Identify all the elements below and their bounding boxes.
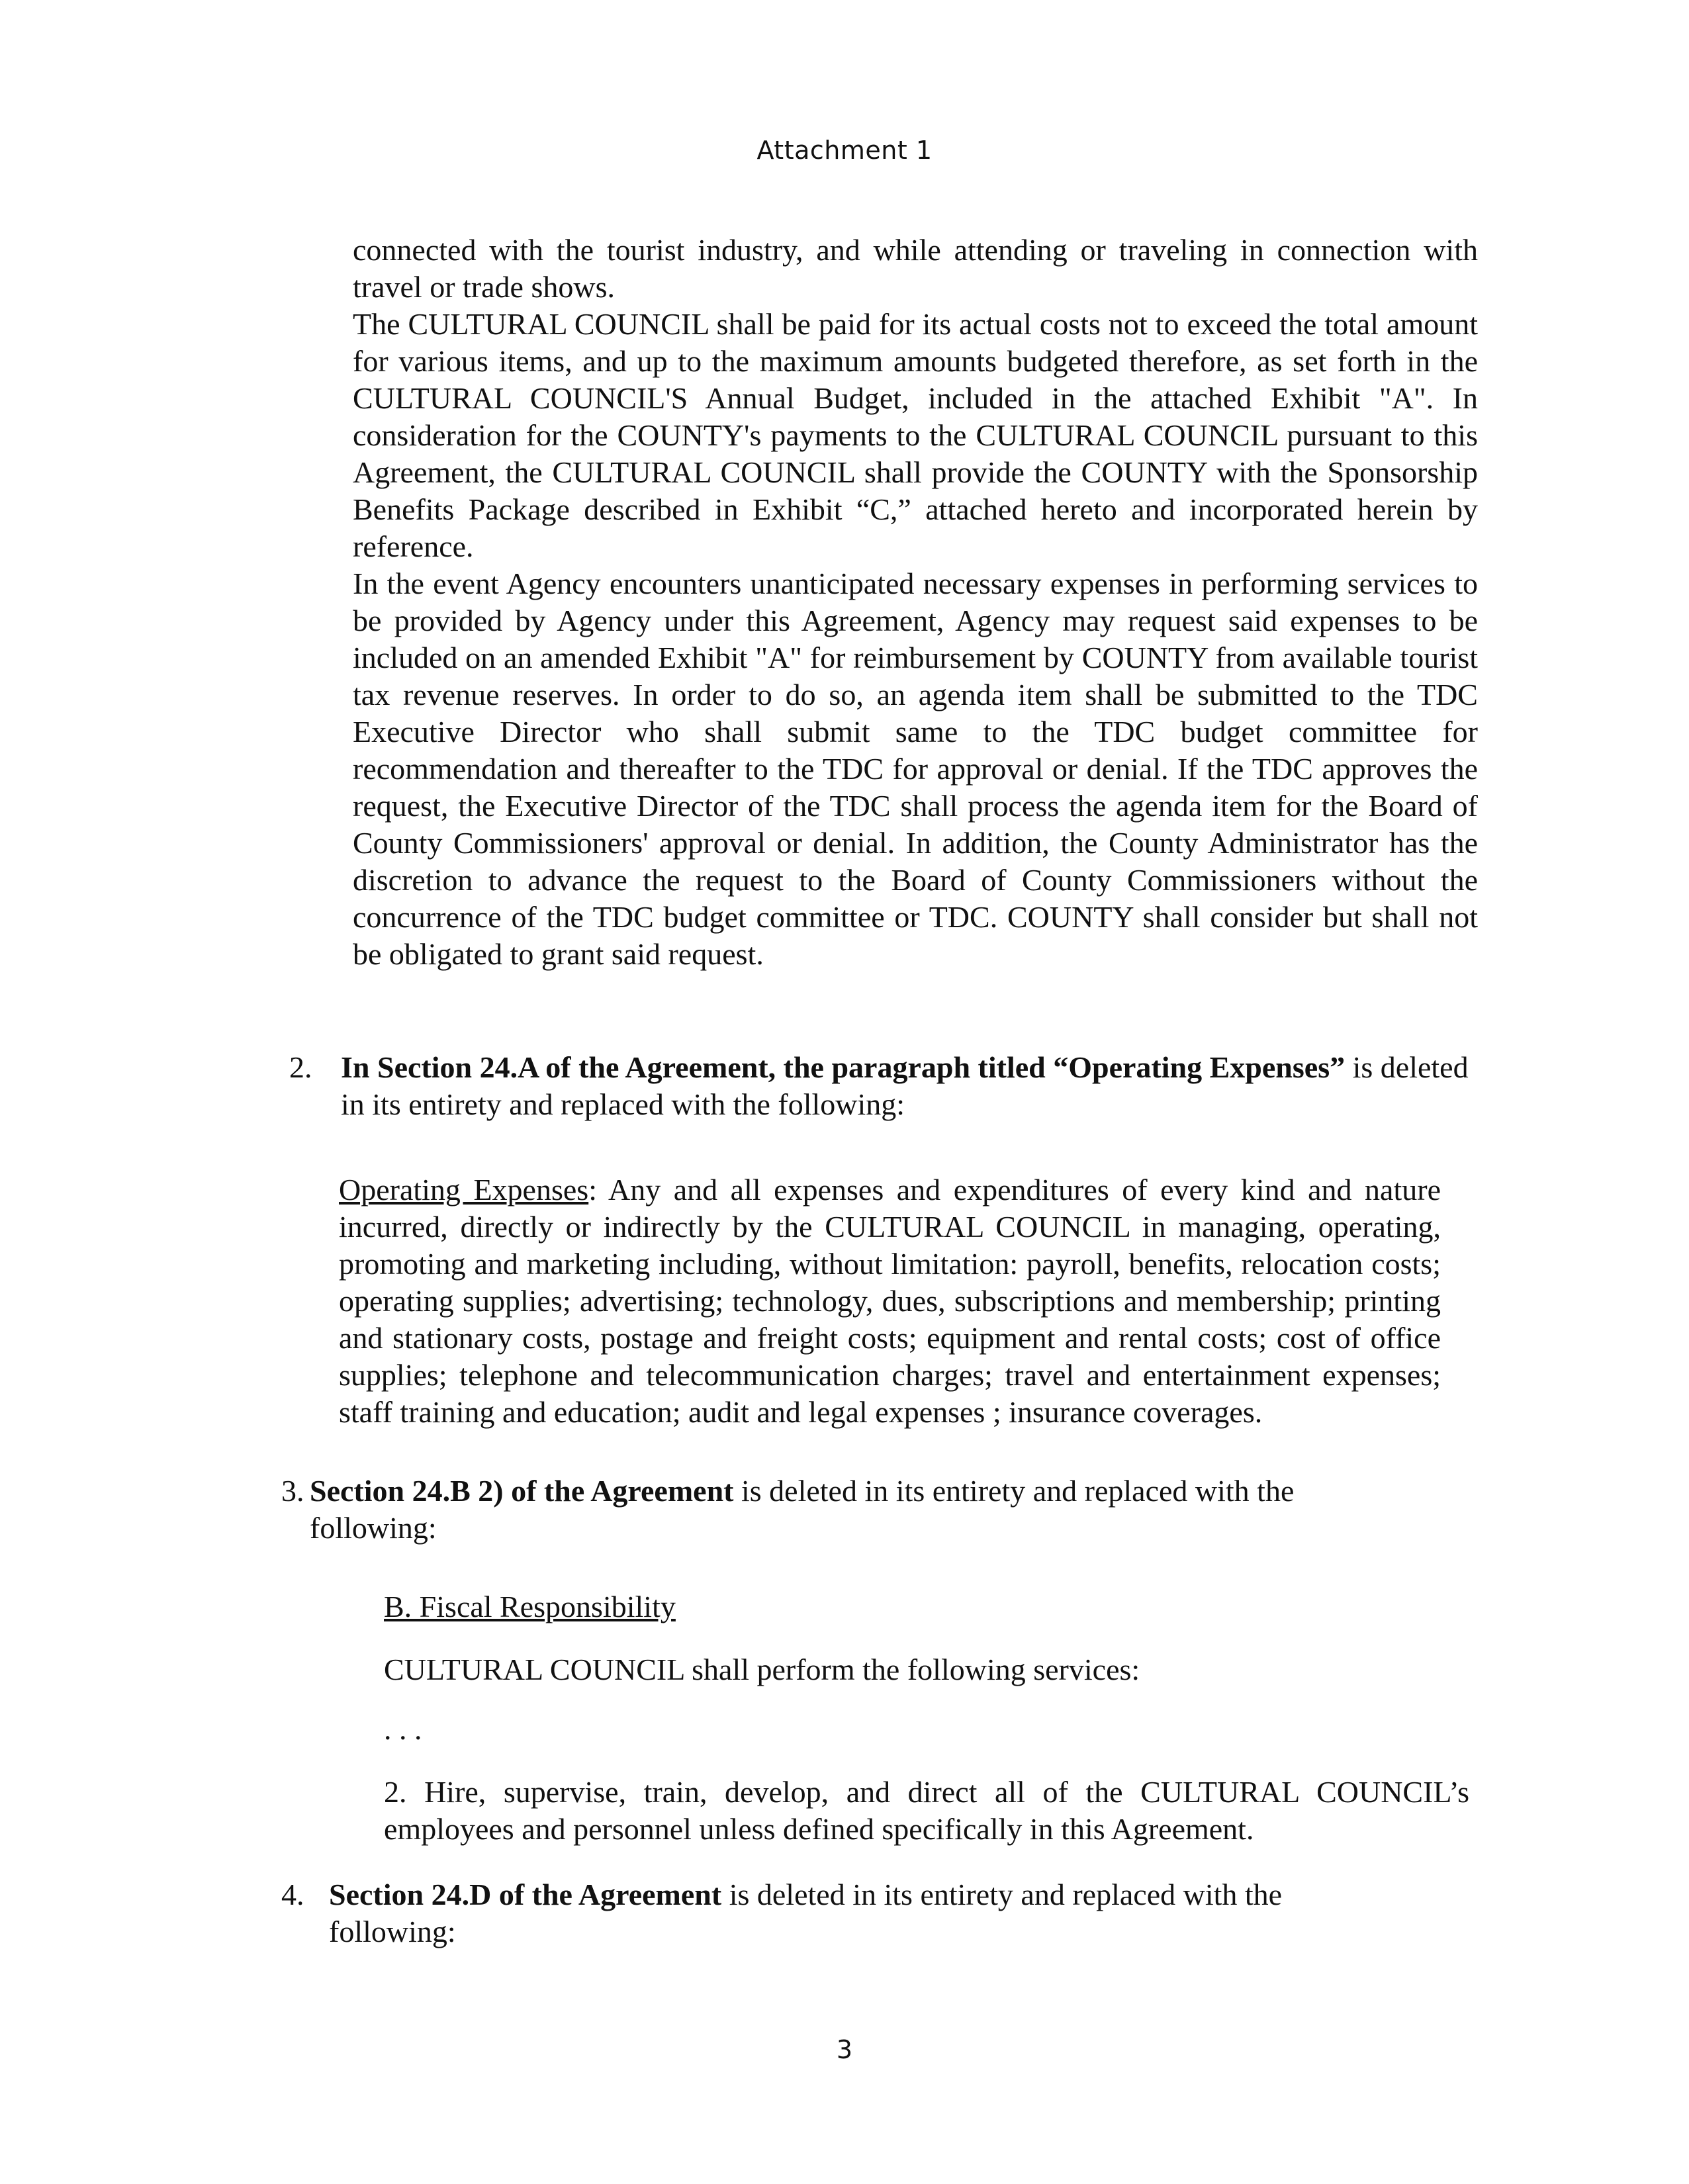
item-3-bold-heading: Section 24.B 2) of the Agreement — [310, 1474, 734, 1508]
attachment-header: Attachment 1 — [756, 136, 933, 165]
intro-paragraph-3: In the event Agency encounters unanticipated necessary expenses in performing services to be provided by Agency under this Agreement, Agency may request said expenses to be included on an amended Exhibit "A" for reimbursement by COUNTY from available tourist tax revenue reserves. In order to do so, an agenda item shall be submitted to the TDC Executive Director who shall submit same to the TDC budget committee for recommendation and thereafter to the TDC for approval or denial. If the TDC approves the request, the Executive Director of the TDC shall process the agenda item for the Board of County Commissioners' approval or denial. In addition, the County Administrator has the discretion to advance the request to the Board of County Commissioners without the concurrence of the TDC budget committee or TDC. COUNTY shall consider but shall not be obligated to grant said request. — [353, 567, 1478, 971]
item-2-bold-heading: In Section 24.A of the Agreement, the paragraph titled “Operating Expenses” — [341, 1050, 1346, 1084]
item-2-rest: is deleted in its entirety and replaced with the following: — [341, 1050, 1469, 1121]
fiscal-responsibility-heading: B. Fiscal Responsibility — [384, 1590, 676, 1623]
item-4-bold-heading: Section 24.D of the Agreement — [329, 1878, 722, 1911]
item-4-rest: is deleted in its entirety and replaced with the following: — [329, 1878, 1283, 1948]
fiscal-responsibility-line-2: 2. Hire, supervise, train, develop, and direct all of the CULTURAL COUNCIL’s employees and personnel unless defined specifically in this Agreement. — [384, 1775, 1469, 1846]
item-4-text — [329, 1876, 1414, 1950]
page-number: 3 — [836, 2035, 853, 2064]
intro-continuation — [353, 232, 1478, 973]
ellipsis: . . . — [384, 1712, 422, 1746]
operating-expenses-definition — [339, 1171, 1441, 1431]
fiscal-responsibility-line-1: CULTURAL COUNCIL shall perform the following services: — [384, 1653, 1140, 1686]
item-4-number: 4. — [281, 1878, 304, 1911]
intro-paragraph-1: connected with the tourist industry, and while attending or traveling in connection with travel or trade shows. — [353, 233, 1478, 304]
operating-expenses-label: Operating Expenses — [339, 1173, 589, 1206]
item-3-text — [310, 1473, 1408, 1547]
operating-expenses-text: : Any and all expenses and expenditures of every kind and nature incurred, directly or indirectly by the CULTURAL COUNCIL in managing, operating, promoting and marketing including, without limitation: payroll, benefits, relocation costs; operating supplies; advertising; technology, dues, subscriptions and membership; printing and stationary costs, postage and freight costs; equipment and rental costs; cost of office supplies; telephone and telecommunication charges; travel and entertainment expenses; staff training and education; audit and legal expenses ; insurance coverages. — [339, 1173, 1441, 1429]
item-3-number: 3. — [281, 1474, 304, 1508]
item-3-rest: is deleted in its entirety and replaced with the following: — [310, 1474, 1295, 1545]
item-2-number: 2. — [289, 1050, 312, 1084]
item-2-text — [341, 1049, 1481, 1123]
intro-paragraph-2: The CULTURAL COUNCIL shall be paid for its actual costs not to exceed the total amount for various items, and up to the maximum amounts budgeted therefore, as set forth in the CULTURAL COUNCIL'S Annual Budget, included in the attached Exhibit "A". In consideration for the COUNTY's payments to the CULTURAL COUNCIL pursuant to this Agreement, the CULTURAL COUNCIL shall provide the COUNTY with the Sponsorship Benefits Package described in Exhibit “C,” attached hereto and incorporated herein by reference. — [353, 307, 1478, 563]
